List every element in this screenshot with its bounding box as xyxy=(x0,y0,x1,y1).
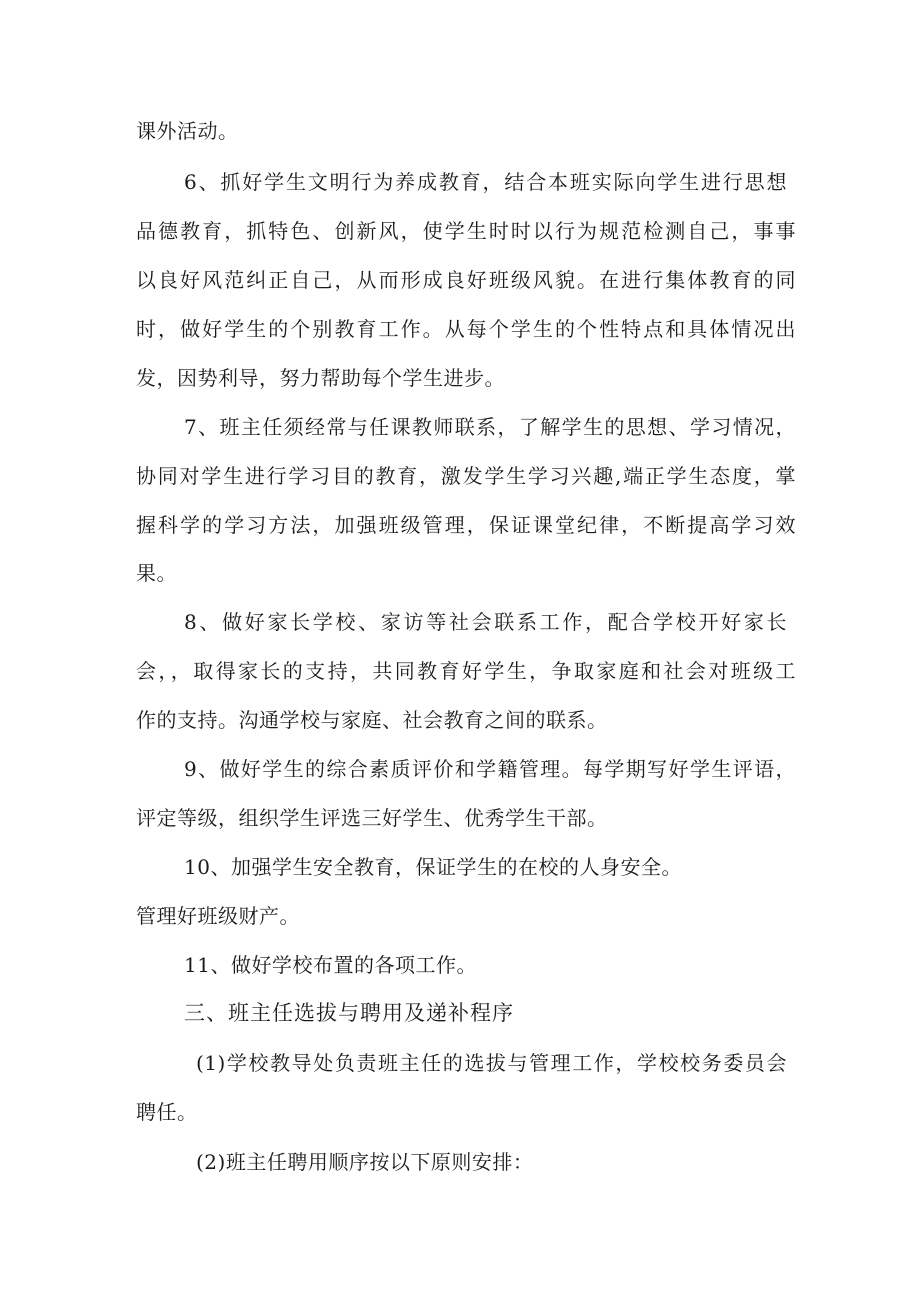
paragraph-line: 聘任。 xyxy=(136,1100,198,1124)
paragraph-line: 协同对学生进行学习目的教育，激发学生学习兴趣,端正学生态度，掌 xyxy=(136,464,796,488)
item-8-line: 8、做好家长学校、家访等社会联系工作，配合学校开好家长 xyxy=(184,610,787,634)
paragraph-line: 评定等级，组织学生评选三好学生、优秀学生干部。 xyxy=(136,806,608,830)
paragraph-line: 作的支持。沟通学校与家庭、社会教育之间的联系。 xyxy=(136,708,608,732)
paragraph-line: 品德教育，抓特色、创新风，使学生时时以行为规范检测自己，事事 xyxy=(136,219,796,243)
paragraph-line: 课外活动。 xyxy=(136,119,239,143)
clause-2-line: (2)班主任聘用顺序按以下原则安排： xyxy=(196,1150,534,1174)
item-11-line: 11、做好学校布置的各项工作。 xyxy=(184,953,477,977)
paragraph-line: 管理好班级财产。 xyxy=(136,904,300,928)
paragraph-line: 时，做好学生的个别教育工作。从每个学生的个性特点和具体情况出 xyxy=(136,317,796,341)
clause-1-line: (1)学校教导处负责班主任的选拔与管理工作，学校校务委员会 xyxy=(196,1051,787,1075)
item-6-line: 6、抓好学生文明行为养成教育，结合本班实际向学生进行思想 xyxy=(184,170,787,194)
paragraph-line: 握科学的学习方法，加强班级管理，保证课堂纪律，不断提高学习效 xyxy=(136,513,796,537)
item-7-line: 7、班主任须经常与任课教师联系，了解学生的思想、学习情况， xyxy=(184,415,796,439)
item-10-line: 10、加强学生安全教育，保证学生的在校的人身安全。 xyxy=(184,855,682,879)
item-9-line: 9、做好学生的综合素质评价和学籍管理。每学期写好学生评语， xyxy=(184,757,796,781)
paragraph-line: 以良好风范纠正自己，从而形成良好班级风貌。在进行集体教育的同 xyxy=(136,268,796,292)
paragraph-line: 发，因势利导，努力帮助每个学生进步。 xyxy=(136,366,505,390)
section-heading: 三、班主任选拔与聘用及递补程序 xyxy=(184,1001,514,1025)
paragraph-line: 果。 xyxy=(136,561,177,585)
paragraph-line: 会，，取得家长的支持，共同教育好学生，争取家庭和社会对班级工 xyxy=(136,659,796,683)
